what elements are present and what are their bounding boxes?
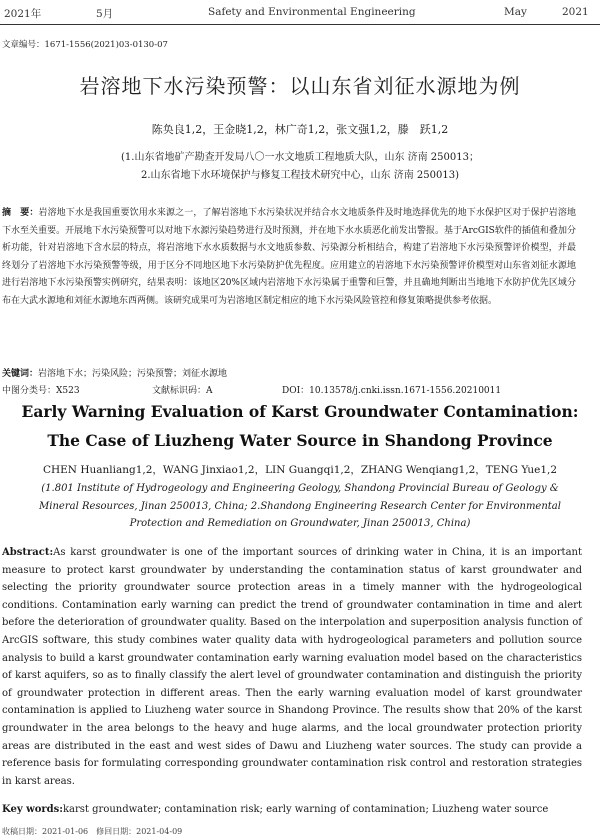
- header-month-en: May: [504, 6, 527, 18]
- received-date-footer: 收稿日期：2021-01-06 修回日期：2021-04-09: [2, 827, 183, 836]
- chinese-abstract-label: 摘 要：: [2, 208, 39, 218]
- header-year: 2021年: [4, 8, 42, 20]
- english-affiliation: (1.801 Institute of Hydrogeology and Engineering Geology, Shandong Provincial Bureau of Geology & Mineral Resources, Jinan 250013, China; 2.Shandong Engineering Research Center for Environmental Protection and Remediation on Groundwater, Jinan 250013, China): [39, 483, 561, 529]
- chinese-authors: 陈奂良1,2，王金晓1,2，林广奇1,2，张文强1,2，滕 跃1,2: [151, 123, 449, 136]
- english-abstract-text: As karst groundwater is one of the important sources of drinking water in China, it is an important measure to protect karst groundwater by understanding the contamination status of karst groundwater and selecting the priority groundwater source protection areas in a timely manner with the hydrogeological conditions. Contamination early warning can predict the trend of groundwater contamination in time and alert before the deterioration of groundwater quality. Based on the interpolation and superposition analysis function of ArcGIS software, this study combines water quality data with hydrogeological parameters and pollution source analysis to build a karst groundwater contamination early warning evaluation model based on the characteristics of karst aquifers, so as to finally classify the alert level of groundwater contamination and distinguish the priority of groundwater protection in different areas. Then the early warning evaluation model of karst groundwater contamination is applied to Liuzheng water source in Shandong Province. The results show that 20% of the karst groundwater in the area belongs to the heavy and huge alarms, and the local groundwater protection priority areas are distributed in the east and west sides of Dawu and Liuzheng water sources. The study can provide a reference basis for formulating corresponding groundwater contamination risk control and restoration strategies in karst areas.: [2, 547, 582, 787]
- english-abstract-label: Abstract:: [2, 547, 54, 558]
- english-title-line-1: Early Warning Evaluation of Karst Groundwater Contamination:: [21, 402, 579, 421]
- chinese-affiliation-2: 2.山东省地下水环境保护与修复工程技术研究中心，山东 济南 250013): [141, 170, 459, 181]
- header-year-en: 2021: [562, 6, 589, 18]
- doi: DOI：10.13578/j.cnki.issn.1671-1556.20210011: [282, 386, 502, 396]
- chinese-keywords: [2, 366, 227, 379]
- english-abstract: [2, 544, 582, 790]
- chinese-title: 岩溶地下水污染预警：以山东省刘征水源地为例: [79, 74, 521, 98]
- english-authors: CHEN Huanliang1,2，WANG Jinxiao1,2，LIN Guangqi1,2，ZHANG Wenqiang1,2，TENG Yue1,2: [42, 464, 558, 476]
- chinese-keywords-text: 岩溶地下水；污染风险；污染预警；刘征水源地: [38, 369, 228, 379]
- chinese-abstract: [2, 205, 576, 311]
- chinese-affiliation-1: (1.山东省地矿产勘查开发局八〇一水文地质工程地质大队，山东 济南 250013；: [121, 152, 479, 163]
- article-number: 文章编号：1671-1556(2021)03-0130-07: [2, 40, 168, 50]
- chinese-abstract-text: 岩溶地下水是我国重要饮用水来源之一，了解岩溶地下水污染状况并结合水文地质条件及时地选择优先的地下水保护区对于保护岩溶地下水至关重要。开展地下水污染预警可以对地下水源污染趋势进行及时预测，并在地下水水质恶化前发出警报。基于ArcGIS软件的插值和叠加分析功能，针对岩溶地下含水层的特点，将岩溶地下水水质数据与水文地质参数、污染源分析相结合，构建了岩溶地下水污染预警评价模型，并最终划分了岩溶地下水污染预警等级，用于区分不同地区地下水污染防护优先程度。应用建立的岩溶地下水污染预警评价模型对山东省刘征水源地进行岩溶地下水污染预警实例研究，结果表明：该地区20%区域内岩溶地下水污染属于重警和巨警，并且确地判断出当地地下水防护优先区域分布在大武水源地和刘征水源地东西两侧。该研究成果可为岩溶地区制定相应的地下水污染风险管控和修复策略提供参考依据。: [2, 208, 576, 306]
- english-keywords-label: Key words:: [2, 804, 63, 815]
- running-header: [0, 6, 600, 22]
- header-journal: Safety and Environmental Engineering: [208, 6, 416, 18]
- english-title-line-2: The Case of Liuzheng Water Source in Shandong Province: [47, 431, 553, 450]
- chinese-keywords-label: 关键词：: [2, 369, 39, 379]
- header-rule: [0, 24, 600, 25]
- class-number: 中图分类号：X523: [2, 386, 80, 396]
- document-code: 文献标识码：A: [152, 386, 213, 396]
- english-keywords: [2, 804, 548, 815]
- english-keywords-text: karst groundwater; contamination risk; early warning of contamination; Liuzheng water source: [63, 804, 549, 815]
- header-month: 5月: [96, 8, 114, 20]
